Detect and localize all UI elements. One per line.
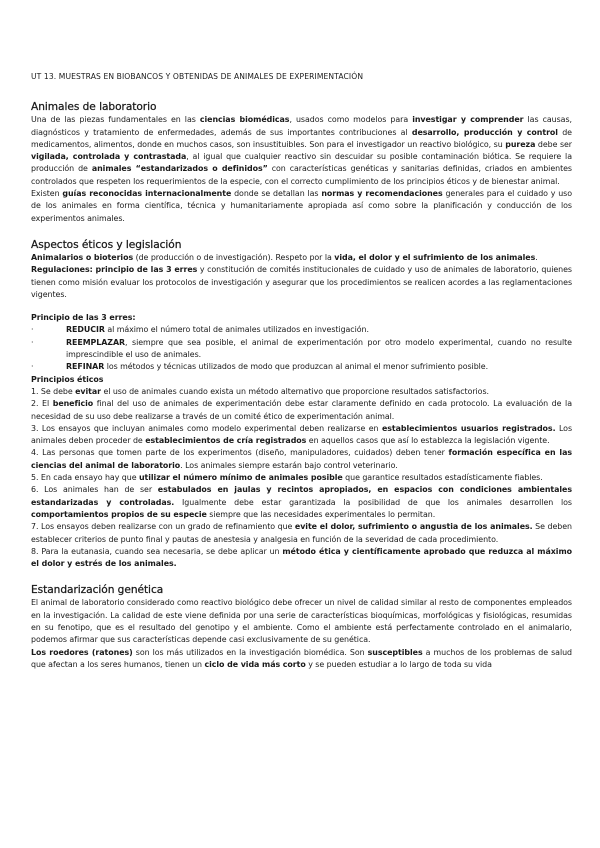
text-run: . Los animales siempre estarán bajo control veterinario. xyxy=(180,460,398,470)
bold-run: pureza xyxy=(505,139,536,149)
unit-title: UT 13. MUESTRAS EN BIOBANCOS Y OBTENIDAS DE ANIMALES DE EXPERIMENTACIÓN xyxy=(31,72,364,81)
paragraph xyxy=(31,188,572,225)
bold-run: evitar xyxy=(75,386,101,396)
bold-run: investigar y comprender xyxy=(412,115,524,125)
text-run: , siempre que sea posible, el animal de experimentación por otro modelo experimental, cuando no resulte imprescindible el uso de animales. xyxy=(66,337,572,360)
text-run: 8. Para la eutanasia, cuando sea necesaria, se debe aplicar un xyxy=(31,546,283,556)
text-run: las causas, diagnósticos y tratamiento de enfermedades, además de sus importantes contribuciones al xyxy=(31,115,572,137)
principle-item xyxy=(31,546,572,571)
bold-run: REFINAR xyxy=(66,362,105,372)
bold-run: establecimientos de cría registrados xyxy=(145,436,307,446)
principles-list xyxy=(31,386,572,570)
three-rs-item xyxy=(31,361,572,373)
bold-run: Regulaciones: principio de las 3 erres xyxy=(31,265,198,275)
text-run: debe ser xyxy=(535,139,572,149)
text-run: donde se detallan las xyxy=(231,189,322,199)
text-run: 4. Las personas que tomen parte de los experimentos (diseño, manipuladores, cuidados) deben tener xyxy=(31,448,449,458)
section-estandarizacion-genetica xyxy=(31,584,572,671)
bold-run: normas y recomendaciones xyxy=(321,189,443,199)
three-rs-title: Principio de las 3 erres: xyxy=(31,313,136,323)
bullet-text xyxy=(66,361,572,373)
text-run: Los animales deben proceder de xyxy=(31,423,573,446)
paragraph xyxy=(31,647,572,672)
text-run: 7. Los ensayos deben realizarse con un grado de refinamiento que xyxy=(31,522,295,532)
text-run: 6. Los animales han de ser xyxy=(31,485,158,495)
section-heading: Animales de laboratorio xyxy=(31,101,157,114)
text-run: de medicamentos, alimentos, donde en muchos casos, son insustituibles. Son para el investigador un reactivo biológico, su xyxy=(31,127,572,149)
text-run: en aquellos casos que así lo establezca la legislación vigente. xyxy=(306,436,550,446)
text-run: , al igual que cualquier reactivo sin descuidar su posible contaminación biótica. Se requiere la producción de xyxy=(31,152,572,174)
bold-run: formación específica en las ciencias del animal de laboratorio xyxy=(31,448,572,470)
section-animales-laboratorio xyxy=(31,101,572,225)
bullet-text xyxy=(66,324,572,336)
bold-run: método ética y científicamente aprobado que reduzca al máximo el dolor y estrés de los animales. xyxy=(31,546,572,569)
text-run: Existen xyxy=(31,189,63,199)
text-run: 3. Los ensayos que incluyan animales como modelo experimental deben realizarse en xyxy=(31,423,382,433)
bold-run: estabulados en jaulas y recintos apropiados, en espacios con condiciones ambientales estandarizadas y controladas. xyxy=(31,485,572,507)
text-run: son los más utilizados en la investigación biomédica. Son xyxy=(132,647,368,657)
text-run: y constitución de comités institucionales de cuidado y uso de animales de laboratorio, quienes tienen como misión evaluar los protocolos de investigación y asegurar que los procedimientos se realicen acordes a las reglamentaciones vigentes. xyxy=(31,265,572,299)
section-heading: Aspectos éticos y legislación xyxy=(31,238,182,251)
bold-run: vida, el dolor y el sufrimiento de los animales xyxy=(334,252,536,262)
text-run: final del uso de animales de experimentación debe estar claramente definido en cada protocolo. La evaluación de la necesidad de su uso debe realizarse a través de un comité ético de experimentación animal. xyxy=(31,399,572,421)
text-run: al máximo el número total de animales utilizados en investigación. xyxy=(104,325,369,335)
text-run: , usados como modelos para xyxy=(289,115,413,125)
text-run: a muchos de los problemas de salud que afectan a los seres humanos, tienen un xyxy=(31,647,572,669)
text-run: Igualmente debe estar garantizada la posibilidad de que los animales desarrollen los xyxy=(174,497,572,507)
principle-item xyxy=(31,472,572,484)
text-run: generales para el cuidado y uso de los animales en forma científica, técnica y humanitariamente apropiada así como sobre la planificación y conducción de los experimentos animales. xyxy=(31,189,572,223)
bold-run: comportamientos propios de su especie xyxy=(31,509,207,519)
bold-run: evite el dolor, sufrimiento o angustia de los animales. xyxy=(294,522,533,532)
bold-run: REEMPLAZAR xyxy=(66,337,126,347)
principle-item xyxy=(31,423,572,448)
paragraph xyxy=(31,264,572,301)
bold-run: Los roedores (ratones) xyxy=(31,647,133,657)
principle-item xyxy=(31,386,572,398)
bold-run: establecimientos usuarios registrados. xyxy=(381,423,556,433)
ethics-title: Principios éticos xyxy=(31,374,104,384)
bold-run: animales “estandarizados o definidos” xyxy=(91,164,268,174)
text-run: 1. Se debe xyxy=(31,386,76,396)
principle-item xyxy=(31,484,572,521)
bullet-text xyxy=(66,337,572,362)
text-run: El animal de laboratorio considerado como reactivo biológico debe ofrecer un nivel de calidad similar al resto de componentes empleados en la investigación. La calidad de este viene definida por una serie de características bioquímicas, morfológicas y fisiológicas, resumidas en su fenotipo, que es el resultado del genotipo y el ambiente. Como el ambiente está perfectamente controlado en el animalario, podemos afirmar que sus características depende casi exclusivamente de su genética. xyxy=(31,598,572,645)
text-run: 5. En cada ensayo hay que xyxy=(31,473,139,483)
text-run: con características genéticas y sanitarias definidas, criados en ambientes controlados que respeten los requerimientos de la especie, con el correcto cumplimiento de los principios éticos y de bienestar animal. xyxy=(31,164,572,186)
section-heading: Estandarización genética xyxy=(31,584,164,597)
three-rs-item xyxy=(31,337,572,362)
bold-run: ciclo de vida más corto xyxy=(204,659,306,669)
bold-run: REDUCIR xyxy=(66,325,105,335)
text-run: Una de las piezas fundamentales en las xyxy=(31,115,200,125)
bold-run: beneficio xyxy=(52,399,94,409)
text-run: siempre que las necesidades experimentales lo permitan. xyxy=(206,509,436,519)
bold-run: susceptibles xyxy=(367,647,423,657)
bold-run: Animalarios o bioterios xyxy=(31,252,134,262)
paragraph xyxy=(31,114,572,188)
bold-run: desarrollo, producción y control xyxy=(411,127,558,137)
text-run: . xyxy=(535,252,538,262)
three-rs-list xyxy=(31,324,572,373)
bullet-dot: · xyxy=(31,362,34,372)
text-run: 2. El xyxy=(31,399,53,409)
text-run: y se pueden estudiar a lo largo de toda su vida xyxy=(305,659,492,669)
bold-run: guías reconocidas internacionalmente xyxy=(62,189,232,199)
three-rs-item xyxy=(31,324,572,336)
bold-run: vigilada, controlada y contrastada xyxy=(31,152,187,162)
bold-run: utilizar el número mínimo de animales posible xyxy=(138,473,343,483)
text-run: el uso de animales cuando exista un método alternativo que proporcione resultados satisfactorios. xyxy=(100,386,489,396)
paragraph xyxy=(31,252,572,264)
section-aspectos-eticos xyxy=(31,239,572,570)
paragraph xyxy=(31,597,572,646)
principle-item xyxy=(31,447,572,472)
principle-item xyxy=(31,398,572,423)
text-run: que garantice resultados estadísticamente fiables. xyxy=(342,473,543,483)
text-run: los métodos y técnicas utilizados de modo que produzcan al animal el menor sufrimiento posible. xyxy=(104,362,489,372)
bullet-dot: · xyxy=(31,325,34,335)
bold-run: ciencias biomédicas xyxy=(199,115,290,125)
text-run: (de producción o de investigación). Respeto por la xyxy=(133,252,335,262)
bullet-dot: · xyxy=(31,337,34,347)
principle-item xyxy=(31,521,572,546)
text-run: Se deben establecer criterios de punto final y pautas de anestesia y analgesia en función de la severidad de cada procedimiento. xyxy=(31,522,572,544)
